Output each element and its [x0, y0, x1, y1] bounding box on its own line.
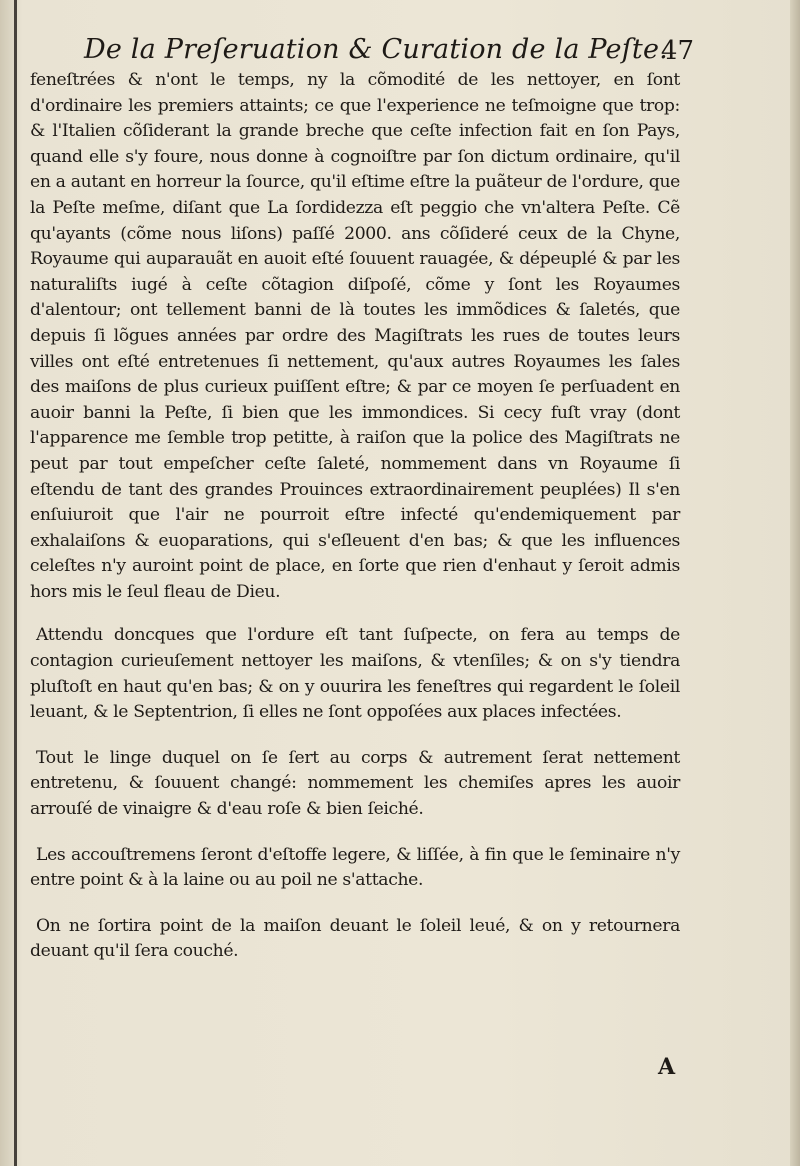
page-number: 47: [660, 36, 694, 66]
paragraph: Tout le linge duquel on ſe ſert au corps & autrement ſerat nettement entretenu, & ſouuent changé: nommement les chemiſes apres les auoir arrouſé de vinaigre & d'eau roſe & bien ſeiché.: [30, 747, 680, 820]
running-title: De la Preſeruation & Curation de la Peſte.: [84, 34, 668, 65]
paragraph: feneſtrées & n'ont le temps, ny la cõmodité de les nettoyer, en ſont d'ordinaire les premiers attaints; ce que l'experience ne teſmoigne que trop: & l'Italien cõſiderant la grande breche que ceſte infection fait en ſon Pays, quand elle s'y foure, nous donne à cognoiſtre par ſon dictum ordinaire, qu'il en a autant en horreur la ſource, qu'il eſtime eſtre la puãteur de l'ordure, que la Peſte meſme, diſant que La ſordidezza eſt peggio che vn'altera Peſte. Cẽ qu'ayants (cõme nous liſons) paſſé 2000. ans cõſideré ceux de la Chyne, Royaume qui auparauãt en auoit eſté ſouuent rauagée, & dépeuplé & par les naturaliſts iugé à ceſte cõtagion diſpoſé, cõme y ſont les Royaumes d'alentour; ont tellement banni de là toutes les immõdices & ſaletés, que depuis ſi lõgues années par ordre des Magiſtrats les rues de toutes leurs villes ont eſté entretenues ſi nettement, qu'aux autres Royaumes les ſales des maiſons de plus curieux puiſſent eſtre; & par ce moyen ſe perſuadent en auoir banni la Peſte, ſi bien que les immondices. Si cecy fuſt vray (dont l'apparence me ſemble trop petitte, à raiſon que la police des Magiſtrats ne peut par tout empeſcher ceſte ſaleté, nommement dans vn Royaume ſi eſtendu de tant des grandes Prouinces extraordinairement peuplées) Il s'en enſuiuroit que l'air ne pourroit eſtre infecté qu'endemiquement par exhalaiſons & euoparations, qui s'eſleuent d'en bas; & que les influences celeſtes n'y auroint point de place, en ſorte que rien d'enhaut y ſeroit admis hors mis le ſeul fleau de Dieu.: [30, 70, 680, 602]
paragraph: Attendu doncques que l'ordure eſt tant ſuſpecte, on fera au temps de contagion curieuſement nettoyer les maiſons, & vtenſiles; & on s'y tiendra pluſtoſt en haut qu'en bas; & on y ouurira les feneſtres qui regardent le ſoleil leuant, & le Septentrion, ſi elles ne ſont oppoſées aux places infectées.: [30, 625, 680, 723]
page-edge: [790, 0, 800, 1166]
text-body: [30, 68, 680, 965]
paragraph: Les accouſtremens ſeront d'eſtoffe legere, & liſſée, à fin que le ſeminaire n'y entre point & à la laine ou au poil ne s'attache.: [30, 844, 680, 891]
paragraph: On ne ſortira point de la maiſon deuant le ſoleil leué, & on y retournera deuant qu'il ſera couché.: [30, 915, 680, 962]
binding-edge: [14, 0, 17, 1166]
catchword: A: [658, 1054, 676, 1080]
